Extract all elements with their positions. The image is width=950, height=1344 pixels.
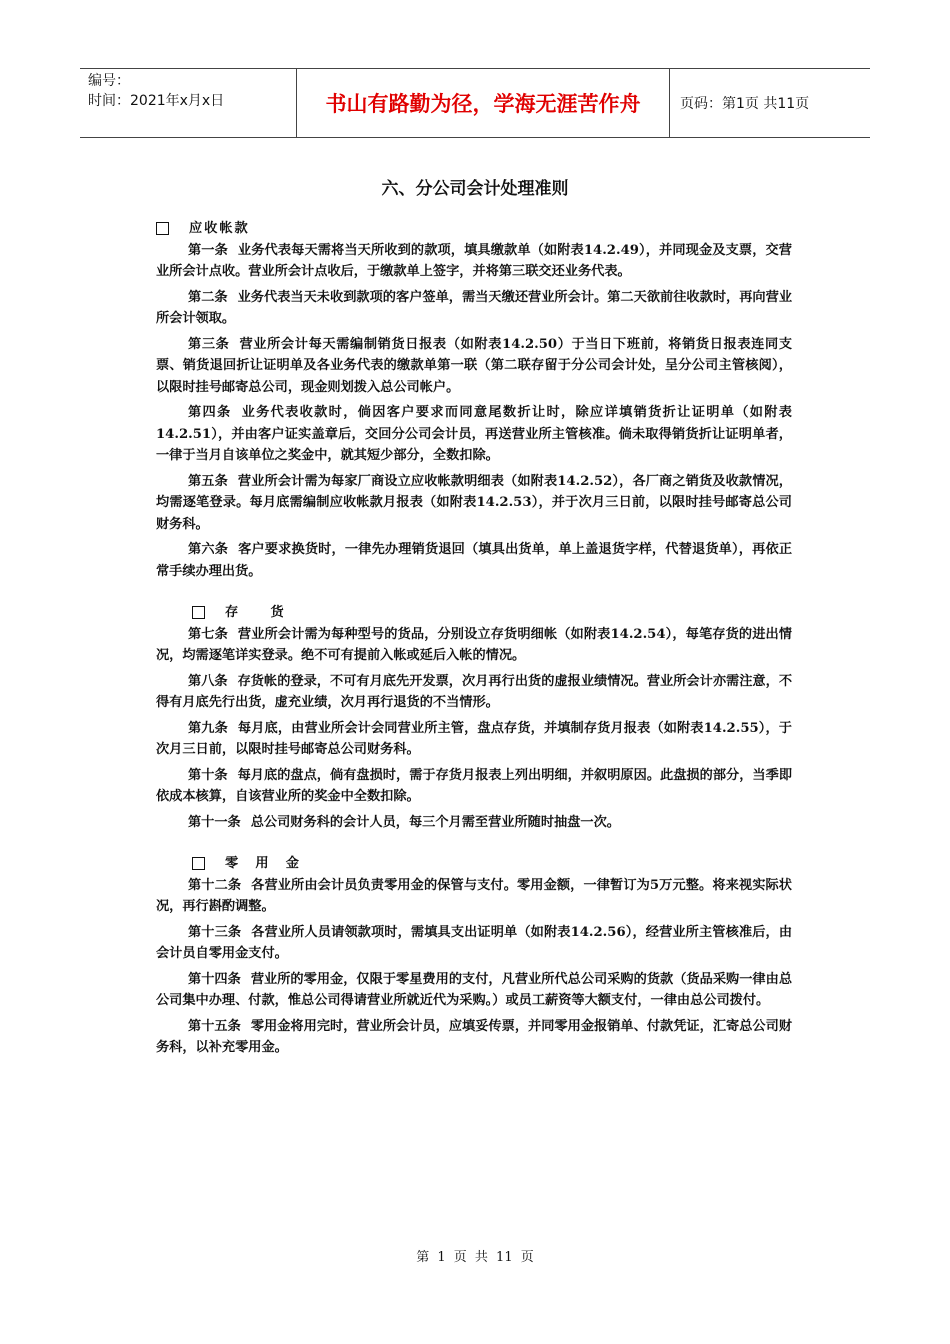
article-paragraph: 第十二条 各营业所由会计员负责零用金的保管与支付。零用金额，一律暂订为5万元整。将来视实际状况，再行斟酌调整。 bbox=[156, 877, 792, 914]
page-header bbox=[80, 68, 870, 138]
header-motto: 书山有路勤为径，学海无涯苦作舟 bbox=[297, 69, 670, 137]
checkbox-icon bbox=[192, 606, 205, 619]
section-heading: 存 货 bbox=[156, 602, 792, 624]
checkbox-icon bbox=[156, 222, 169, 235]
document-title: 六、分公司会计处理准则 bbox=[381, 179, 569, 199]
article-paragraph: 第十三条 各营业所人员请领款项时，需填具支出证明单（如附表14.2.56），经营业所主管核准后，由会计员自零用金支付。 bbox=[156, 924, 793, 961]
article-paragraph: 第一条 业务代表每天需将当天所收到的款项，填具缴款单（如附表14.2.49），并同现金及支票，交营业所会计点收。营业所会计点收后，于缴款单上签字，并将第三联交还业务代表。 bbox=[156, 242, 792, 279]
number-label: 编号： bbox=[88, 73, 130, 89]
section-heading: 应收帐款 bbox=[156, 218, 792, 240]
article-paragraph: 第十四条 营业所的零用金，仅限于零星费用的支付，凡营业所代总公司采购的货款（货品采购一律由总公司集中办理、付款，惟总公司得请营业所就近代为采购。）或员工薪资等大额支付，一律由总公司拨付。 bbox=[156, 971, 793, 1008]
checkbox-icon bbox=[192, 857, 205, 870]
article-paragraph: 第三条 营业所会计每天需编制销货日报表（如附表14.2.50）于当日下班前，将销货日报表连同支票、销货退回折让证明单及各业务代表的缴款单第一联（第二联存留于分公司会计处，呈分公司主管核阅），以限时挂号邮寄总公司，现金则划拨入总公司帐户。 bbox=[156, 336, 793, 395]
section-heading: 零 用 金 bbox=[156, 853, 792, 875]
article-paragraph: 第四条 业务代表收款时，倘因客户要求而同意尾数折让时，除应详填销货折让证明单（如附表14.2.51），并由客户证实盖章后，交回分公司会计员，再送营业所主管核准。倘未取得销货折让证明单者，一律于当月自该单位之奖金中，就其短少部分，全数扣除。 bbox=[156, 405, 792, 463]
document-body bbox=[156, 218, 792, 1063]
article-paragraph: 第十条 每月底的盘点，倘有盘损时，需于存货月报表上列出明细，并叙明原因。此盘损的部分，当季即依成本核算，自该营业所的奖金中全数扣除。 bbox=[156, 767, 793, 804]
article-paragraph: 第七条 营业所会计需为每种型号的货品，分别设立存货明细帐（如附表14.2.54），每笔存货的进出情况，均需逐笔详实登录。绝不可有提前入帐或延后入帐的情况。 bbox=[156, 626, 792, 663]
article-paragraph: 第六条 客户要求换货时，一律先办理销货退回（填具出货单，单上盖退货字样，代替退货单），再依正常手续办理出货。 bbox=[156, 542, 793, 579]
article-paragraph: 第十一条 总公司财务科的会计人员，每三个月需至营业所随时抽盘一次。 bbox=[188, 814, 620, 830]
date-label: 时间：2021年x月x日 bbox=[88, 93, 225, 109]
article-paragraph: 第九条 每月底，由营业所会计会同营业所主管，盘点存货，并填制存货月报表（如附表14.2.55），于次月三日前，以限时挂号邮寄总公司财务科。 bbox=[156, 720, 792, 757]
article-paragraph: 第二条 业务代表当天未收到款项的客户签单，需当天缴还营业所会计。第二天欲前往收款时，再向营业所会计领取。 bbox=[156, 289, 793, 326]
article-paragraph: 第五条 营业所会计需为每家厂商设立应收帐款明细表（如附表14.2.52），各厂商之销货及收款情况，均需逐笔登录。每月底需编制应收帐款月报表（如附表14.2.53），并于次月三日前，以限时挂号邮寄总公司财务科。 bbox=[156, 473, 792, 532]
header-meta bbox=[80, 69, 297, 137]
header-page-label: 页码：第1页 共11页 bbox=[680, 96, 810, 112]
article-paragraph: 第十五条 零用金将用完时，营业所会计员，应填妥传票，并同零用金报销单、付款凭证，汇寄总公司财务科，以补充零用金。 bbox=[156, 1018, 793, 1055]
page-footer: 第 1 页 共 11 页 bbox=[416, 1250, 534, 1265]
article-paragraph: 第八条 存货帐的登录，不可有月底先开发票，次月再行出货的虚报业绩情况。营业所会计亦需注意，不得有月底先行出货，虚充业绩，次月再行退货的不当情形。 bbox=[156, 673, 793, 710]
